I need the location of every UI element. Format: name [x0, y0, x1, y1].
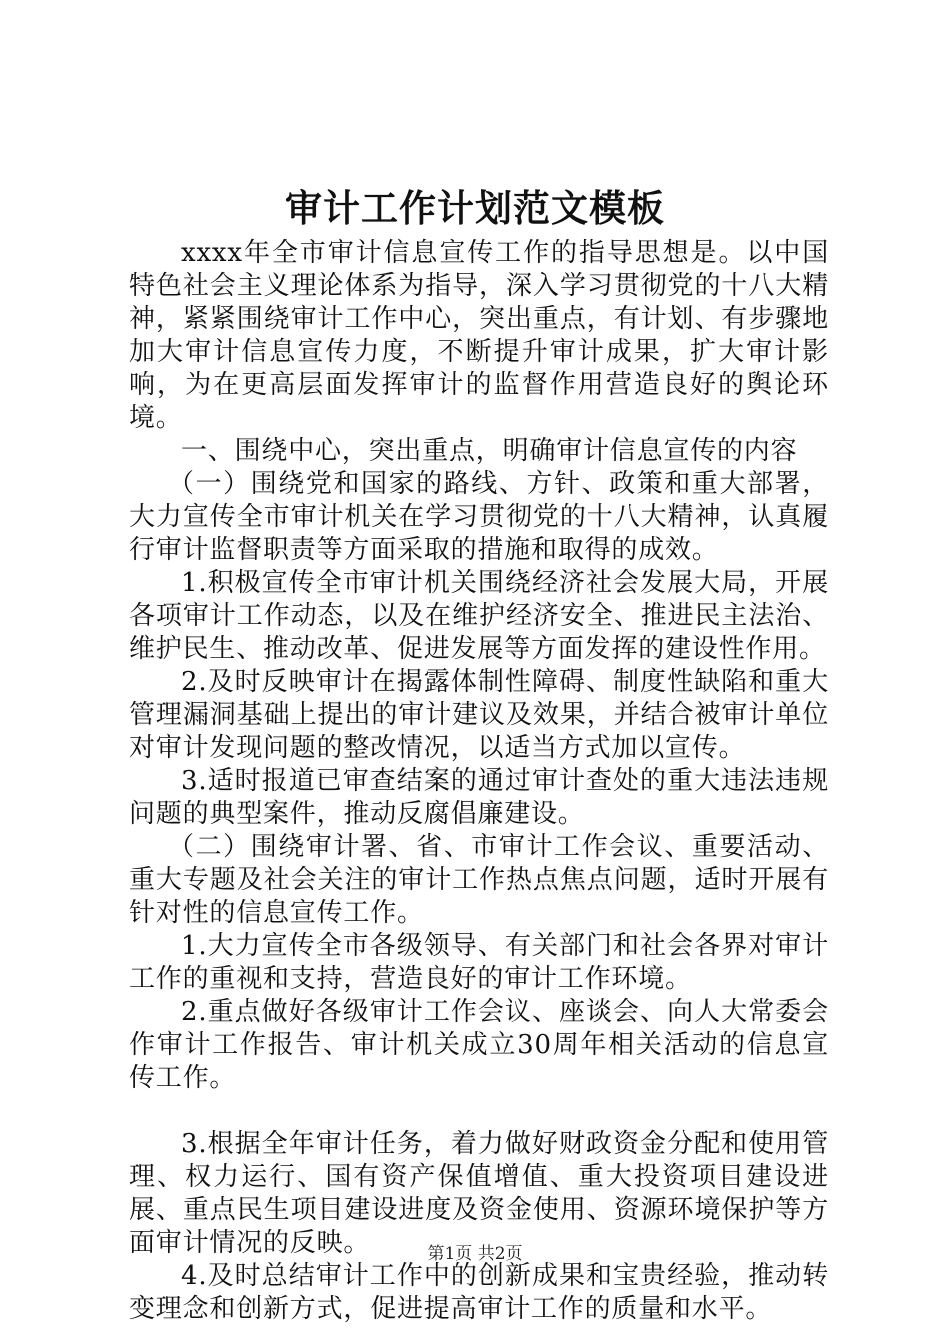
page-footer: 第1页 共2页: [427, 1244, 523, 1264]
list-item-1-3: 3.适时报道已审查结案的通过审计查处的重大违法违规问题的典型案件，推动反腐倡廉建设。: [129, 766, 829, 829]
list-item-2-2: 2.重点做好各级审计工作会议、座谈会、向人大常委会作审计工作报告、审计机关成立30周年相关活动的信息宣传工作。: [129, 997, 829, 1093]
list-item-2-3: 3.根据全年审计任务，着力做好财政资金分配和使用管理、权力运行、国有资产保值增值、重大投资项目建设进展、重点民生项目建设进度及资金使用、资源环境保护等方面审计情况的反映。: [129, 1129, 829, 1258]
list-item-2-1: 1.大力宣传全市各级领导、有关部门和社会各界对审计工作的重视和支持，营造良好的审计工作环境。: [129, 931, 829, 994]
subsection-1: （一）围绕党和国家的路线、方针、政策和重大部署，大力宣传全市审计机关在学习贯彻党的十八大精神，认真履行审计监督职责等方面采取的措施和取得的成效。: [129, 469, 829, 565]
section-heading-1: 一、围绕中心，突出重点，明确审计信息宣传的内容: [181, 436, 798, 466]
document-title: 审计工作计划范文模板: [285, 186, 665, 230]
subsection-2: （二）围绕审计署、省、市审计工作会议、重要活动、重大专题及社会关注的审计工作热点焦点问题，适时开展有针对性的信息宣传工作。: [129, 832, 829, 928]
paragraph-gap: [129, 1095, 829, 1128]
document-body: [129, 237, 829, 1326]
list-item-2-4: 4.及时总结审计工作中的创新成果和宝贵经验，推动转变理念和创新方式，促进提高审计工作的质量和水平。: [129, 1261, 829, 1324]
list-item-1-1: 1.积极宣传全市审计机关围绕经济社会发展大局，开展各项审计工作动态，以及在维护经济安全、推进民主法治、维护民生、推动改革、促进发展等方面发挥的建设性作用。: [129, 568, 829, 664]
list-item-1-2: 2.及时反映审计在揭露体制性障碍、制度性缺陷和重大管理漏洞基础上提出的审计建议及效果，并结合被审计单位对审计发现问题的整改情况，以适当方式加以宣传。: [129, 667, 829, 763]
paragraph-guiding-thought: xxxx年全市审计信息宣传工作的指导思想是。以中国特色社会主义理论体系为指导，深入学习贯彻党的十八大精神，紧紧围绕审计工作中心，突出重点，有计划、有步骤地加大审计信息宣传力度，不断提升审计成果，扩大审计影响，为在更高层面发挥审计的监督作用营造良好的舆论环境。: [129, 238, 829, 433]
